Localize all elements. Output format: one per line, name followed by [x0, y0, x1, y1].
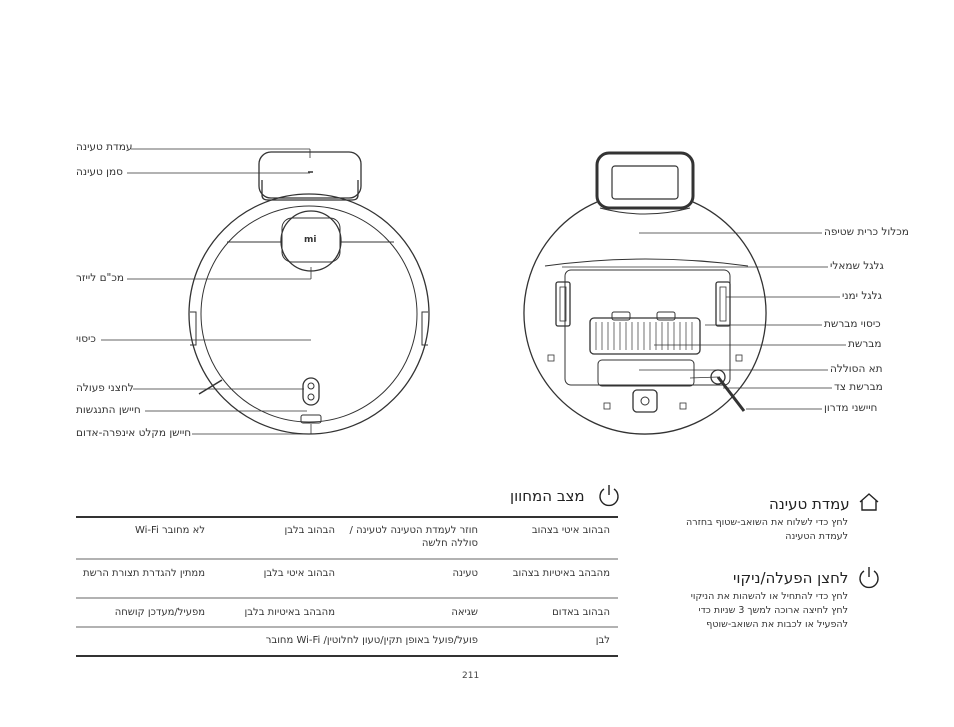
label-side-brush: מברשת צד: [834, 381, 883, 393]
table-cell: שגיאה: [451, 607, 478, 618]
main-brush-area: [590, 318, 700, 354]
top-view-dock-base: [262, 180, 358, 200]
right-wheel: [716, 282, 730, 326]
table-cell: מהבהב באיטיות בצהוב: [512, 568, 610, 579]
table-cell: טעינה: [452, 568, 478, 579]
table-cell: חוזר לעמדת הטעינה לטעינה / סוללה חלשה: [349, 525, 478, 549]
table-cell: הבהוב באדום: [552, 607, 610, 618]
dock-button-title: עמדת טעינה: [769, 495, 850, 513]
label-collision-sensor: חיישן התנגשות: [76, 404, 141, 416]
front-caster: [633, 390, 657, 412]
label-laser-sensor: מכ"ם לייזר: [76, 272, 125, 284]
left-wheel: [556, 282, 570, 326]
power-button-title: לחצן הפעלה/ניקוי: [733, 569, 849, 587]
power-button-desc-1: לחץ כדי להתחיל או להשהות את הניקוי: [690, 591, 848, 602]
label-buttons: לחצני פעולה: [76, 382, 134, 394]
label-mop-tank: מכלול כרית שטיפה: [824, 226, 909, 238]
label-dustbin: תא הסוללה: [830, 363, 883, 375]
power-button-desc-3: להפעיל או לכבות את השואב-שוטף: [706, 619, 848, 630]
top-buttons: [303, 378, 319, 405]
table-cell: הבהוב איטי בלבן: [263, 568, 335, 579]
label-right-wheel: גלגל ימני: [842, 290, 882, 302]
table-cell: מהבהב באיטיות בלבן: [244, 607, 335, 618]
label-charging-dock: עמדת טעינה: [76, 141, 133, 153]
status-section-title: מצב המחוון: [510, 487, 585, 505]
label-brush: מברשת: [848, 338, 882, 350]
label-brush-cover: כיסוי מברשת: [824, 318, 881, 330]
table-cell: מפעיל/מעדכן קושחה: [114, 607, 205, 618]
table-cell: לא מחובר Wi-Fi: [134, 525, 205, 536]
top-view-dock: [259, 152, 361, 198]
label-left-wheel: גלגל שמאלי: [830, 260, 884, 272]
table-cell: ממתין להגדרת תצורת הרשת: [83, 568, 205, 579]
table-cell: פועל/פועל באופן תקין/טעון לחלוטין/ Wi-Fi מחובר: [265, 635, 478, 646]
label-cliff-sensor: חיישני מדרון: [824, 402, 878, 414]
power-button-desc-2: לחץ לחיצה ארוכה למשך 3 שניות כדי: [698, 605, 848, 616]
dock-button-desc: לחץ כדי לשלוח את השואב-שטוף בחזרה לעמדת הטעינה: [686, 517, 848, 542]
page-number: 211: [462, 671, 480, 681]
power-icon: [600, 485, 618, 505]
table-cell: הבהוב איטי בצהוב: [531, 525, 610, 536]
label-charging-indicator: סמן טעינה: [76, 166, 123, 178]
table-cell: הבהוב בלבן: [284, 525, 335, 536]
top-view-body: [189, 194, 429, 434]
home-icon: [860, 494, 878, 510]
power-button-icon: [860, 567, 878, 587]
table-cell: לבן: [595, 635, 610, 646]
label-ir-sensor: חיישן מקלט אינפרה-אדום: [76, 427, 192, 439]
label-cover: כיסוי: [76, 333, 96, 345]
mi-logo: mi: [304, 235, 317, 245]
